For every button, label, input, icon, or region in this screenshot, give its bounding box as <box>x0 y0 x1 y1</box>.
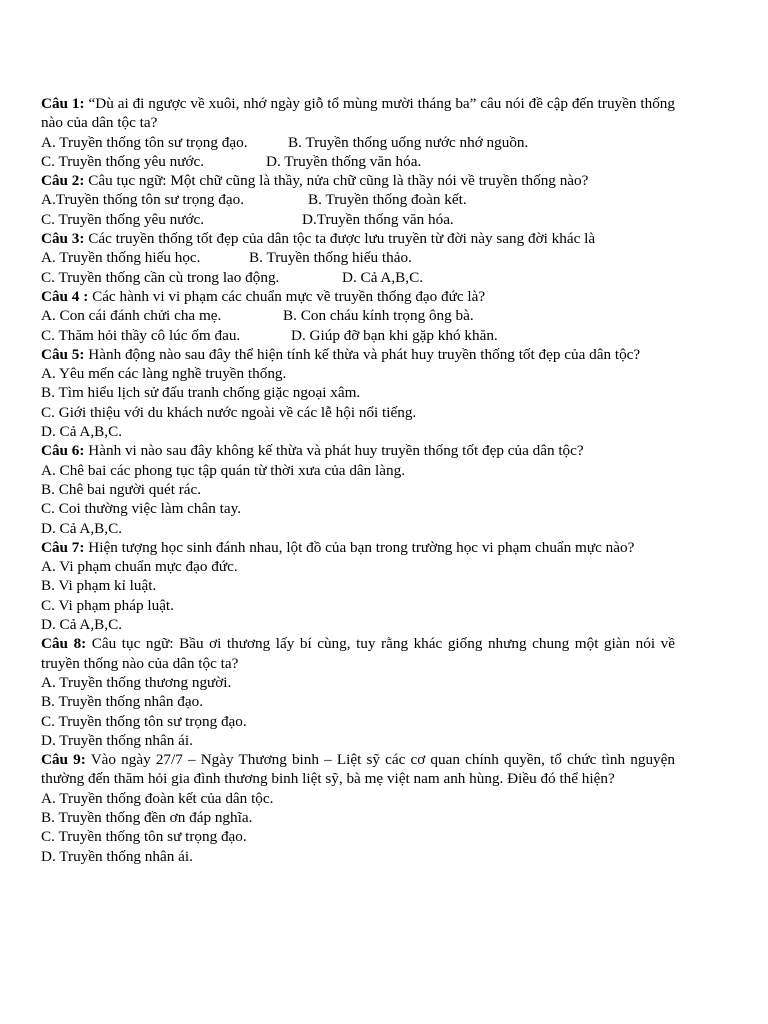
option-c: C. Thăm hỏi thầy cô lúc ốm đau. <box>41 326 241 344</box>
options-row <box>41 152 675 171</box>
option-a: A. Chê bai các phong tục tập quán từ thời xưa của dân làng. <box>41 461 405 479</box>
question-text: Hành vi nào sau đây không kế thừa và phát huy truyền thống tốt đẹp của dân tộc? <box>84 442 584 460</box>
options-row <box>41 248 675 267</box>
option-d: D. Cả A,B,C. <box>342 268 424 286</box>
option-a: A. Truyền thống thương người. <box>41 673 232 691</box>
option-a: A. Truyền thống đoàn kết của dân tộc. <box>41 789 274 807</box>
option-a: A. Con cái đánh chửi cha mẹ. <box>41 307 222 325</box>
option-c: C. Vi phạm pháp luật. <box>41 596 174 614</box>
option-b: B. Truyền thống nhân đạo. <box>41 693 204 711</box>
option-d: D. Cả A,B,C. <box>41 423 123 441</box>
option-b: B. Truyền thống đền ơn đáp nghĩa. <box>41 808 253 826</box>
option-c: C. Truyền thống tôn sư trọng đạo. <box>41 828 247 846</box>
question-1 <box>41 94 675 133</box>
question-text: Vào ngày 27/7 – Ngày Thương binh – Liệt sỹ các cơ quan chính quyền, tổ chức tình nguyện thường đến thăm hỏi gia đình thương binh liệt sỹ, bà mẹ việt nam anh hùng. Điều đó thể hiện? <box>41 751 675 788</box>
question-2 <box>41 171 675 190</box>
question-label: Câu 4 : <box>41 287 89 305</box>
option-c: C. Giới thiệu với du khách nước ngoài về các lễ hội nổi tiếng. <box>41 403 417 421</box>
question-7 <box>41 538 675 557</box>
option-a: A. Vi phạm chuẩn mực đạo đức. <box>41 558 238 576</box>
question-3 <box>41 229 675 248</box>
question-6 <box>41 441 675 460</box>
option-b: B. Chê bai người quét rác. <box>41 480 202 498</box>
question-text: Các hành vi vi phạm các chuẩn mực về truyền thống đạo đức là? <box>88 287 486 305</box>
option-d: D. Truyền thống nhân ái. <box>41 731 193 749</box>
option-d: D. Giúp đỡ bạn khi gặp khó khăn. <box>291 326 498 344</box>
option-d: D. Truyền thống văn hóa. <box>266 152 422 170</box>
question-label: Câu 6: <box>41 442 85 460</box>
question-9 <box>41 750 675 789</box>
question-text: “Dù ai đi ngược về xuôi, nhớ ngày giỗ tổ mùng mười tháng ba” câu nói đề cập đến truyền thống nào của dân tộc ta? <box>41 95 675 132</box>
question-text: Hành động nào sau đây thể hiện tính kế thừa và phát huy truyền thống tốt đẹp của dân tộc? <box>84 345 641 363</box>
question-label: Câu 3: <box>41 230 85 248</box>
options-row <box>41 210 675 229</box>
option-a: A. Truyền thống hiếu học. <box>41 249 201 267</box>
options-row <box>41 326 675 345</box>
question-text: Hiện tượng học sinh đánh nhau, lột đồ của bạn trong trường học vi phạm chuẩn mực nào? <box>84 538 635 556</box>
option-c: C. Truyền thống yêu nước. <box>41 152 205 170</box>
option-c: C. Truyền thống tôn sư trọng đạo. <box>41 712 247 730</box>
question-text: Các truyền thống tốt đẹp của dân tộc ta được lưu truyền từ đời này sang đời khác là <box>84 230 596 248</box>
option-b: B. Tìm hiểu lịch sử đấu tranh chống giặc ngoại xâm. <box>41 384 361 402</box>
question-label: Câu 5: <box>41 345 85 363</box>
option-b: B. Truyền thống uống nước nhớ nguồn. <box>288 133 529 151</box>
question-4 <box>41 287 675 306</box>
option-b: B. Con cháu kính trọng ông bà. <box>283 307 474 325</box>
question-5 <box>41 345 675 364</box>
question-label: Câu 1: <box>41 95 85 112</box>
question-label: Câu 7: <box>41 538 85 556</box>
option-b: B. Truyền thống hiếu thảo. <box>249 249 412 267</box>
option-d: D.Truyền thống văn hóa. <box>302 210 454 228</box>
question-label: Câu 9: <box>41 751 86 769</box>
option-b: B. Vi phạm kỉ luật. <box>41 577 157 595</box>
question-label: Câu 2: <box>41 172 85 190</box>
question-label: Câu 8: <box>41 635 87 653</box>
option-d: D. Truyền thống nhân ái. <box>41 847 193 865</box>
option-c: C. Coi thường việc làm chân tay. <box>41 500 242 518</box>
option-a: A. Truyền thống tôn sư trọng đạo. <box>41 133 248 151</box>
option-c: C. Truyền thống cần cù trong lao động. <box>41 268 280 286</box>
options-row <box>41 190 675 209</box>
question-text: Câu tục ngữ: Bầu ơi thương lấy bí cùng, tuy rằng khác giống nhưng chung một giàn nói về truyền thống nào của dân tộc ta? <box>41 635 675 672</box>
option-a: A.Truyền thống tôn sư trọng đạo. <box>41 191 244 209</box>
option-d: D. Cả A,B,C. <box>41 519 123 537</box>
options-row <box>41 306 675 325</box>
question-text: Câu tục ngữ: Một chữ cũng là thầy, nửa chữ cũng là thầy nói về truyền thống nào? <box>84 172 589 190</box>
question-8 <box>41 634 675 673</box>
option-a: A. Yêu mến các làng nghề truyền thống. <box>41 365 287 383</box>
options-row <box>41 268 675 287</box>
options-row <box>41 133 675 152</box>
option-d: D. Cả A,B,C. <box>41 616 123 634</box>
option-b: B. Truyền thống đoàn kết. <box>308 191 467 209</box>
document-page <box>41 94 675 866</box>
option-c: C. Truyền thống yêu nước. <box>41 210 205 228</box>
